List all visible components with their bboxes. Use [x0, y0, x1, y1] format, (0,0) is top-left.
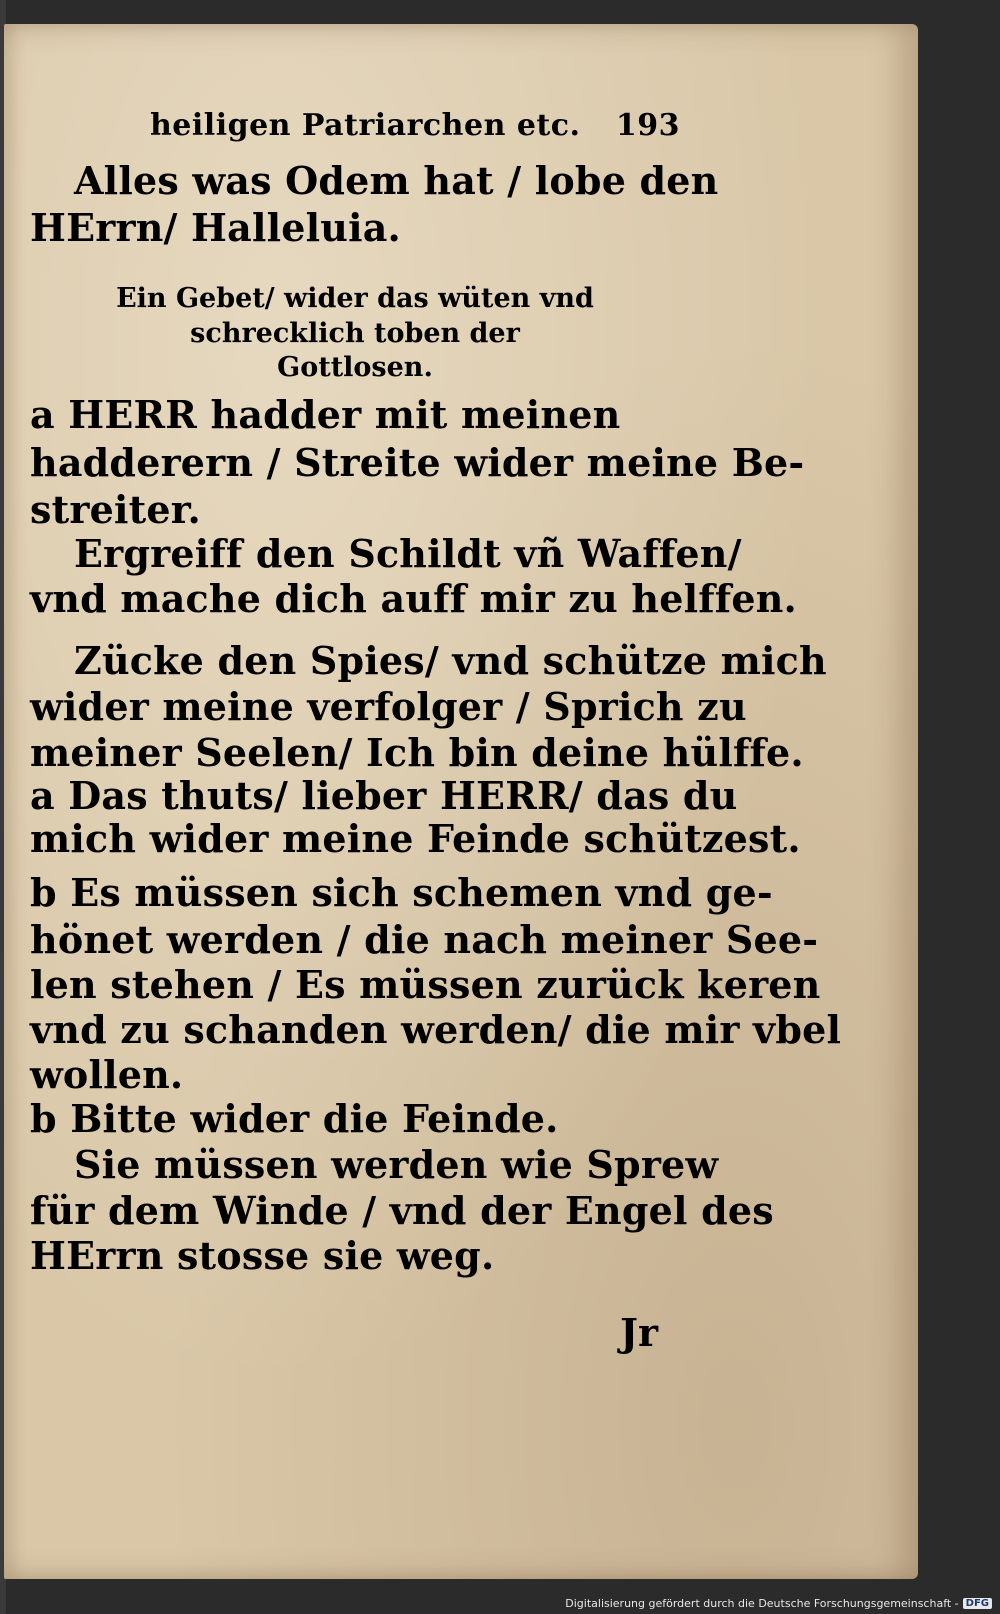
prayer-line: mich wider meine Feinde schützest. — [30, 816, 801, 861]
section-heading-line: schrecklich toben der — [190, 318, 520, 349]
prayer-line: wider meine verfolger / Sprich zu — [30, 684, 747, 729]
prayer-line: Sie müssen werden wie Sprew — [74, 1142, 719, 1187]
prayer-line: a Das thuts/ lieber HERR/ das du — [30, 773, 738, 818]
prayer-line: HErrn stosse sie weg. — [30, 1233, 495, 1278]
running-head — [150, 108, 680, 148]
body-line: HErrn/ Halleluia. — [30, 205, 401, 250]
body-line: Alles was Odem hat / lobe den — [74, 158, 719, 203]
digitization-credit — [565, 1597, 992, 1610]
prayer-line: a HERR hadder mit meinen — [30, 392, 621, 437]
prayer-line: Zücke den Spies/ vnd schütze mich — [74, 638, 827, 683]
prayer-line: b Es müssen sich schemen vnd ge- — [30, 870, 773, 915]
credit-text: Digitalisierung gefördert durch die Deutsche Forschungsgemeinschaft - — [565, 1597, 959, 1610]
catchword: Jr — [620, 1310, 658, 1355]
prayer-line: wollen. — [30, 1052, 184, 1097]
prayer-line: meiner Seelen/ Ich bin deine hülffe. — [30, 730, 804, 775]
prayer-line: Ergreiff den Schildt vñ Waffen/ — [74, 531, 742, 576]
prayer-line: für dem Winde / vnd der Engel des — [30, 1188, 774, 1233]
prayer-line: hadderern / Streite wider meine Be- — [30, 440, 805, 485]
prayer-line: b Bitte wider die Feinde. — [30, 1096, 559, 1141]
prayer-line: vnd zu schanden werden/ die mir vbel — [30, 1007, 842, 1052]
section-heading-line: Ein Gebet/ wider das wüten vnd — [116, 283, 594, 314]
prayer-line: vnd mache dich auff mir zu helffen. — [30, 576, 797, 621]
section-heading-line: Gottlosen. — [277, 352, 433, 383]
prayer-line: streiter. — [30, 487, 201, 532]
prayer-line: len stehen / Es müssen zurück keren — [30, 962, 821, 1007]
running-head-title: heiligen Patriarchen etc. — [150, 108, 581, 143]
page-number: 193 — [615, 108, 680, 143]
dfg-logo: DFG — [963, 1598, 992, 1609]
prayer-line: hönet werden / die nach meiner See- — [30, 917, 819, 962]
